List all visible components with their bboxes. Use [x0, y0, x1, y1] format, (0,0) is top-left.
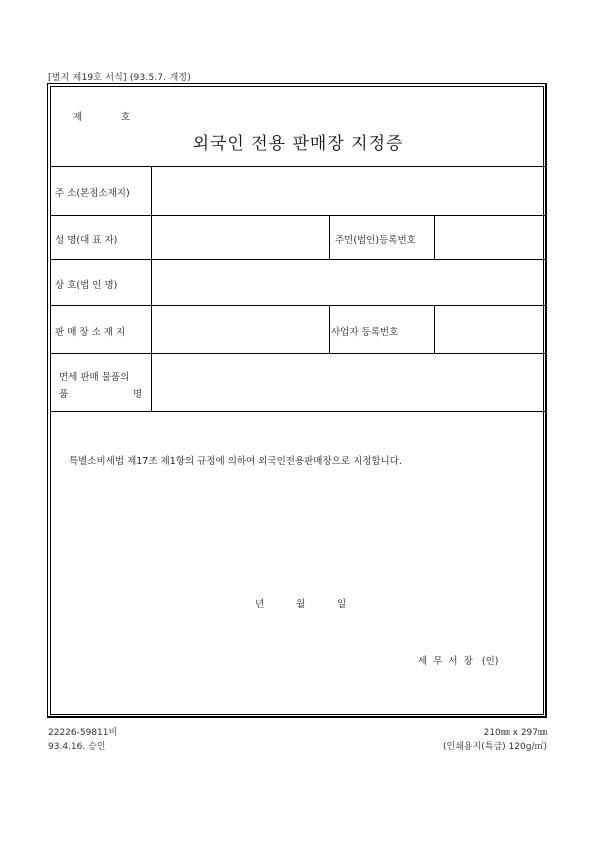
- form-number: 22226-59811비: [48, 728, 118, 738]
- name-label: 성 명(대 표 자): [55, 235, 118, 246]
- approval-date: 93.4.16. 승인: [48, 742, 106, 752]
- designation-statement: 특별소비세법 제17조 제1항의 규정에 의하여 외국인전용판매장으로 지정합니다.: [69, 456, 402, 467]
- resident-number-label: 주민(법인)등록번호: [335, 235, 416, 246]
- form-code: [별지 제19호 서식] (93.5.7. 개정): [48, 73, 191, 83]
- paper-size: 210㎜ x 297㎜: [483, 728, 547, 738]
- number-label-ho: 호: [121, 112, 131, 123]
- divider: [51, 166, 545, 167]
- column-divider: [434, 305, 435, 353]
- paper-spec: (인쇄용지(특급) 120g/㎡): [443, 742, 547, 752]
- trade-name-label: 상 호(법 인 명): [55, 280, 118, 291]
- column-divider: [151, 166, 152, 411]
- divider: [51, 259, 545, 260]
- divider: [51, 411, 545, 412]
- form-body: [50, 86, 544, 715]
- date-month: 월: [296, 599, 306, 610]
- items-label-line2-b: 명: [133, 389, 143, 400]
- items-label-line2-a: 품: [59, 389, 69, 400]
- column-divider: [434, 215, 435, 259]
- address-label: 주 소(본점소재지): [55, 188, 130, 199]
- divider: [51, 215, 545, 216]
- store-location-label: 판 매 장 소 재 지: [55, 327, 126, 338]
- column-divider: [329, 215, 330, 259]
- divider: [51, 353, 545, 354]
- date-year: 년: [255, 599, 265, 610]
- column-divider: [329, 305, 330, 353]
- page-title: 외국인 전용 판매장 지정증: [192, 134, 404, 154]
- business-number-label: 사업자 등록번호: [331, 327, 399, 338]
- items-label-line1: 면세 판매 물품의: [59, 372, 130, 383]
- number-label-je: 제: [73, 112, 83, 123]
- tax-office-signature: 세 무 서 장 (인): [418, 656, 499, 667]
- date-day: 일: [337, 599, 347, 610]
- divider: [51, 305, 545, 306]
